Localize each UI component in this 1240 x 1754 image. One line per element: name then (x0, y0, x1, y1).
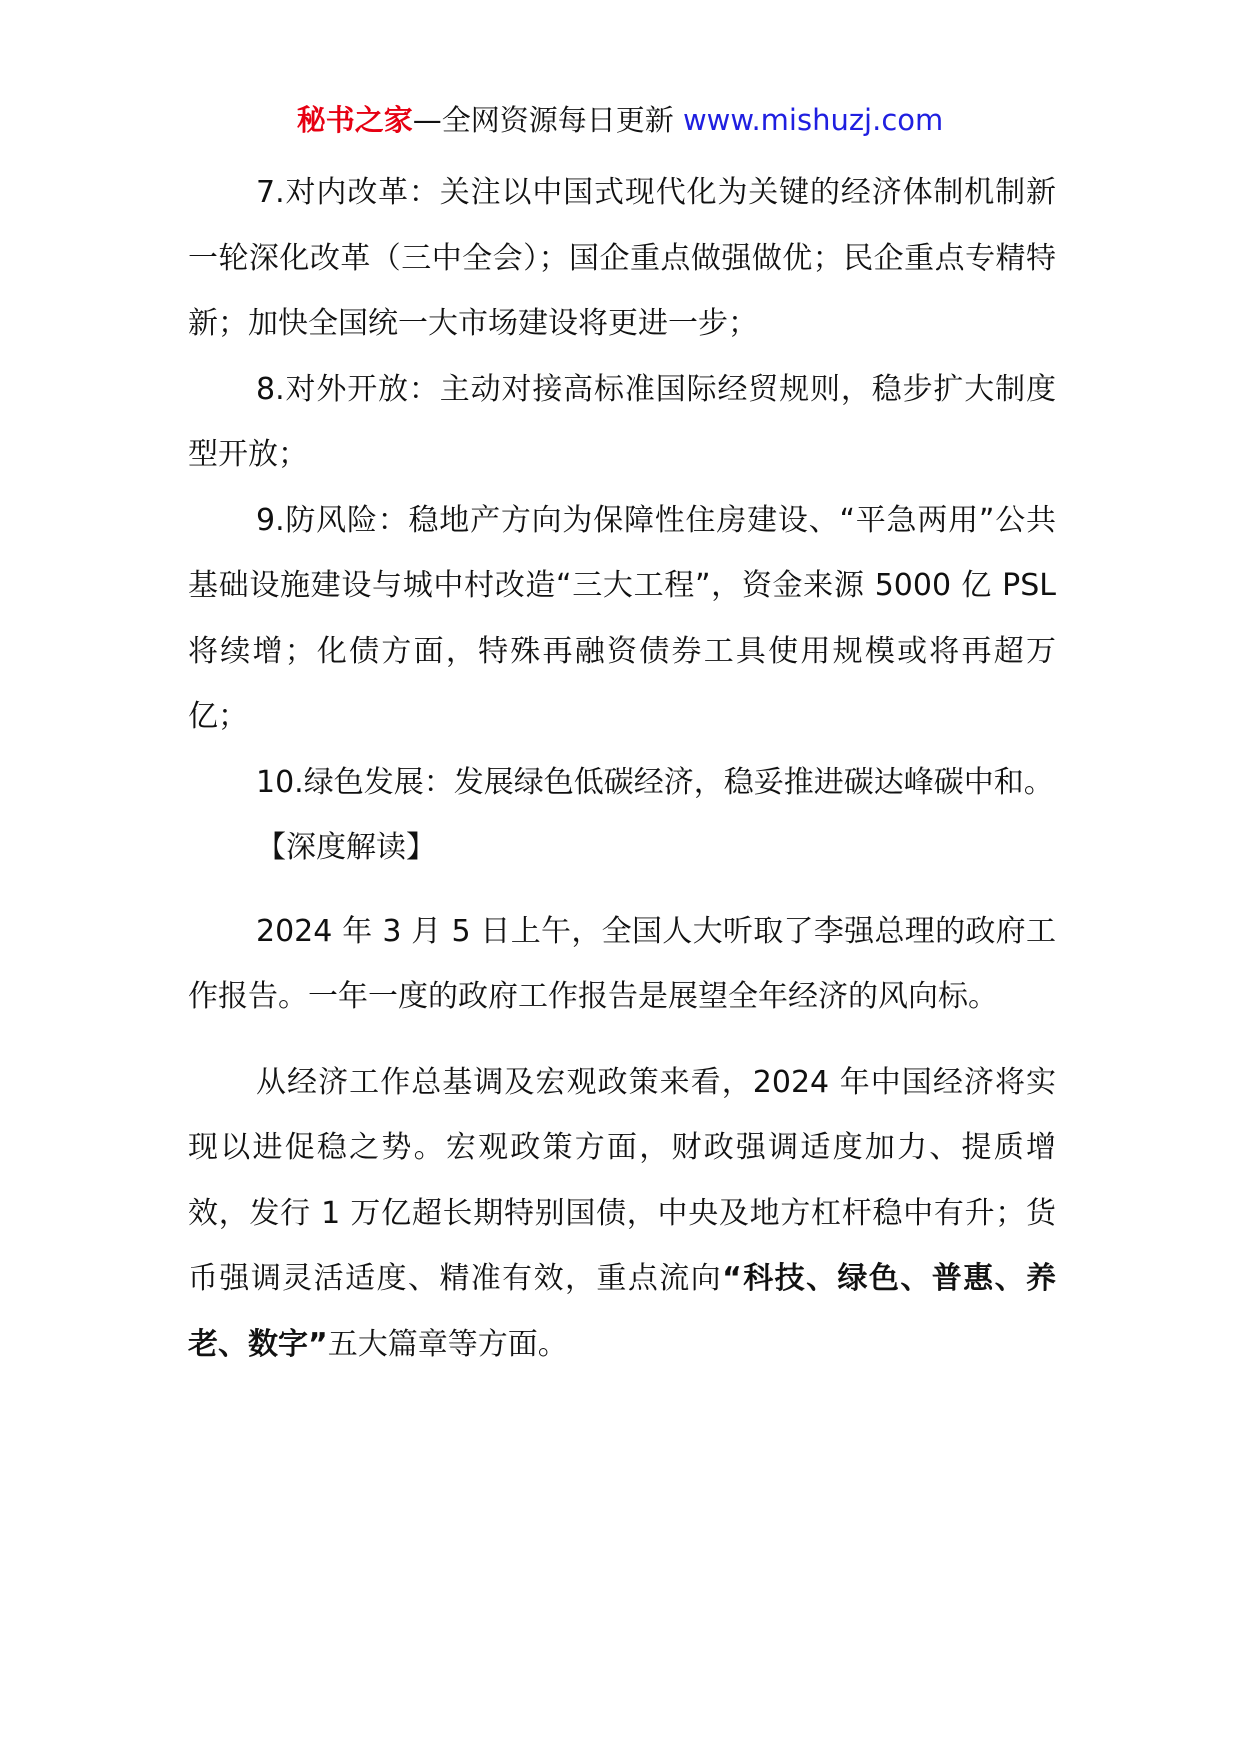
analysis-paragraph-2-emphasis: “科技、绿色、普惠、养老、数字” (188, 1261, 1057, 1362)
site-url-link[interactable]: www.mishuzj.com (682, 103, 944, 137)
analysis-paragraph-2-text: 从经济工作总基调及宏观政策来看，2024 年中国经济将实现以进促稳之势。宏观政策方面，财政强调适度加力、提质增效，发行 1 万亿超长期特别国债，中央及地方杠杆稳中有升；货币强调灵活适度、精准有效，重点流向 (188, 1064, 1056, 1296)
paragraph-item-10: 10.绿色发展：发展绿色低碳经济，稳妥推进碳达峰碳中和。 (256, 764, 1054, 800)
document-body (188, 160, 1056, 1377)
analysis-paragraph-1: 2024 年 3 月 5 日上午，全国人大听取了李强总理的政府工作报告。一年一度的政府工作报告是展望全年经济的风向标。 (188, 913, 1056, 1014)
brand-name: 秘书之家 (296, 103, 413, 137)
header-tagline: —全网资源每日更新 (412, 103, 674, 137)
analysis-paragraph-2 (188, 1050, 1056, 1378)
section-heading: 【深度解读】 (256, 830, 436, 865)
paragraph-item-7: 7.对内改革：关注以中国式现代化为关键的经济体制机制新一轮深化改革（三中全会）；国企重点做强做优；民企重点专精特新；加快全国统一大市场建设将更进一步； (188, 175, 1056, 341)
paragraph-item-8: 8.对外开放：主动对接高标准国际经贸规则，稳步扩大制度型开放； (188, 371, 1056, 472)
paragraph-item-9: 9.防风险：稳地产方向为保障性住房建设、“平急两用”公共基础设施建设与城中村改造“三大工程”，资金来源 5000 亿 PSL 将续增；化债方面，特殊再融资债券工具使用规模或将再超万亿； (188, 502, 1056, 734)
analysis-paragraph-2-tail: 五大篇章等方面。 (327, 1326, 568, 1362)
site-header (0, 100, 1240, 140)
